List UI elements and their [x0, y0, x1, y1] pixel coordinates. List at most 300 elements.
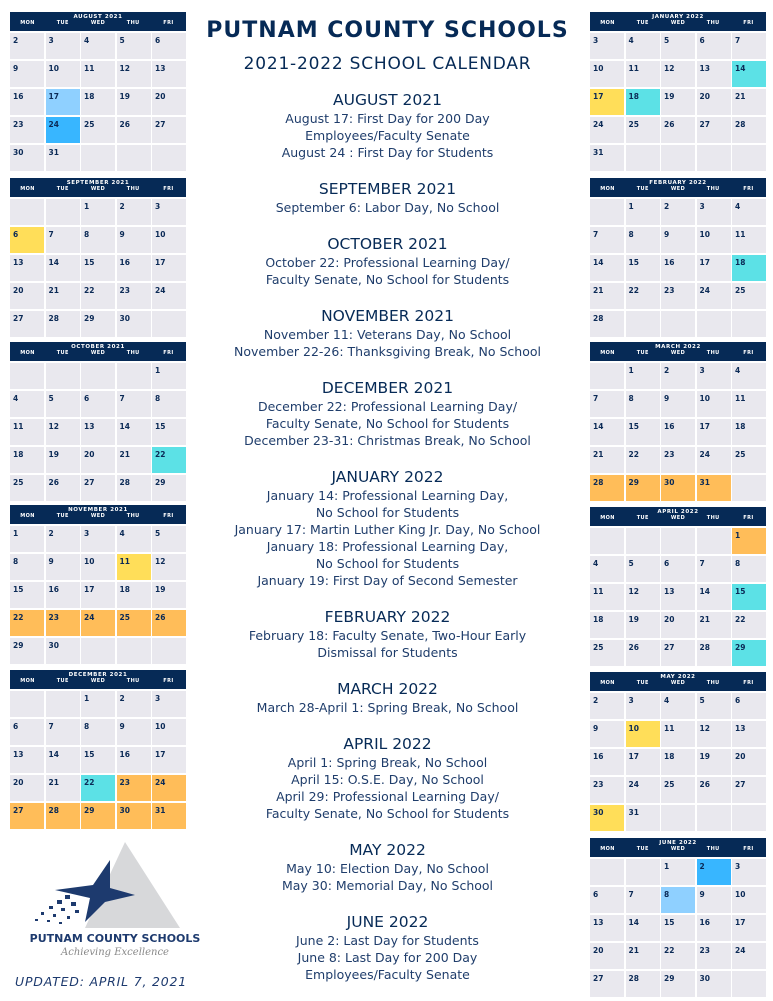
month-calendar: [590, 178, 766, 337]
day-cell: 30: [697, 971, 731, 998]
day-cell: 16: [117, 747, 151, 774]
day-cell: 17: [626, 749, 660, 776]
weekday-label: WED: [90, 678, 106, 684]
weekday-label: TUE: [636, 680, 649, 686]
day-cell: 20: [732, 749, 766, 776]
day-cell: 27: [10, 803, 44, 830]
day-cell: 24: [732, 943, 766, 970]
weekday-label: FRI: [743, 680, 754, 686]
day-cell: 10: [152, 227, 186, 254]
day-cell: 29: [81, 803, 115, 830]
day-cell: 14: [626, 915, 660, 942]
day-cell: 18: [590, 612, 624, 639]
empty-day-cell: [81, 638, 115, 665]
weekday-label: FRI: [743, 350, 754, 356]
day-cell: 25: [626, 117, 660, 144]
day-cell: 3: [81, 526, 115, 553]
day-cell: 29: [10, 638, 44, 665]
day-cell: 13: [152, 61, 186, 88]
day-cell: 9: [117, 719, 151, 746]
day-cell: 28: [590, 311, 624, 338]
event-line: January 18: Professional Learning Day,: [266, 539, 509, 554]
day-cell: 26: [661, 117, 695, 144]
day-cell: 21: [732, 89, 766, 116]
weekday-label: THU: [126, 20, 140, 26]
day-cell: 27: [152, 117, 186, 144]
day-cell: 1: [10, 526, 44, 553]
empty-day-cell: [661, 145, 695, 172]
day-cell: 27: [732, 777, 766, 804]
event-line: May 10: Election Day, No School: [286, 861, 489, 876]
day-cell: 28: [732, 117, 766, 144]
day-cell: 12: [626, 584, 660, 611]
day-cell: 16: [590, 749, 624, 776]
day-cell: 27: [81, 475, 115, 502]
empty-day-cell: [10, 363, 44, 390]
day-cell: 23: [46, 610, 80, 637]
month-events: [190, 607, 585, 661]
calendar-header: [590, 838, 766, 857]
day-cell: 30: [10, 145, 44, 172]
day-cell: 22: [732, 612, 766, 639]
weekday-label: THU: [126, 513, 140, 519]
page-title: PUTNAM COUNTY SCHOOLS: [206, 18, 569, 43]
day-cell: 14: [117, 419, 151, 446]
day-cell: 13: [732, 721, 766, 748]
month-heading: FEBRUARY 2022: [324, 608, 451, 626]
month-calendar: [590, 507, 766, 666]
day-cell: 18: [117, 582, 151, 609]
day-cell: 24: [152, 283, 186, 310]
day-cell: 5: [117, 33, 151, 60]
day-cell: 13: [697, 61, 731, 88]
day-cell: 18: [626, 89, 660, 116]
weekday-label: THU: [126, 350, 140, 356]
day-cell: 19: [117, 89, 151, 116]
calendar-month-title: DECEMBER 2021: [68, 672, 128, 678]
month-calendar: [590, 12, 766, 171]
empty-day-cell: [46, 691, 80, 718]
day-cell: 14: [46, 747, 80, 774]
day-cell: 16: [697, 915, 731, 942]
event-line: June 8: Last Day for 200 Day: [297, 950, 478, 965]
day-cell: 22: [626, 283, 660, 310]
empty-day-cell: [46, 363, 80, 390]
day-cell: 29: [81, 311, 115, 338]
day-cell: 8: [661, 887, 695, 914]
weekday-label: FRI: [743, 186, 754, 192]
day-cell: 6: [661, 556, 695, 583]
month-calendar: [590, 342, 766, 501]
month-events: [190, 467, 585, 589]
weekday-label: FRI: [163, 513, 174, 519]
event-line: August 17: First Day for 200 Day: [285, 111, 490, 126]
event-list: [190, 90, 585, 1001]
empty-day-cell: [10, 691, 44, 718]
day-cell: 17: [152, 747, 186, 774]
day-cell: 22: [626, 447, 660, 474]
day-cell: 2: [46, 526, 80, 553]
day-cell: 12: [117, 61, 151, 88]
day-cell: 13: [661, 584, 695, 611]
event-line: August 24 : First Day for Students: [281, 145, 494, 160]
empty-day-cell: [661, 805, 695, 832]
day-cell: 12: [46, 419, 80, 446]
day-cell: 5: [152, 526, 186, 553]
day-cell: 11: [732, 391, 766, 418]
day-cell: 26: [697, 777, 731, 804]
day-cell: 20: [10, 283, 44, 310]
day-cell: 13: [590, 915, 624, 942]
event-line: October 22: Professional Learning Day/: [265, 255, 510, 270]
month-heading: DECEMBER 2021: [321, 379, 454, 397]
day-cell: 10: [626, 721, 660, 748]
empty-day-cell: [590, 528, 624, 555]
day-cell: 3: [697, 199, 731, 226]
day-cell: 9: [697, 887, 731, 914]
day-cell: 2: [661, 199, 695, 226]
calendar-month-title: SEPTEMBER 2021: [66, 180, 130, 186]
month-events: [190, 679, 585, 716]
day-cell: 23: [697, 943, 731, 970]
day-cell: 28: [46, 803, 80, 830]
event-line: January 14: Professional Learning Day,: [266, 488, 509, 503]
day-cell: 10: [46, 61, 80, 88]
day-cell: 19: [697, 749, 731, 776]
day-cell: 7: [590, 227, 624, 254]
event-line: November 11: Veterans Day, No School: [263, 327, 512, 342]
calendar-month-title: AUGUST 2021: [73, 14, 123, 20]
day-cell: 9: [117, 227, 151, 254]
day-cell: 4: [732, 363, 766, 390]
day-cell: 7: [626, 887, 660, 914]
day-cell: 7: [590, 391, 624, 418]
day-cell: 7: [46, 719, 80, 746]
event-line: April 1: Spring Break, No School: [287, 755, 488, 770]
day-cell: 11: [117, 554, 151, 581]
event-line: No School for Students: [315, 556, 460, 571]
calendar-month-title: MAY 2022: [660, 674, 696, 680]
day-cell: 23: [661, 447, 695, 474]
weekday-label: WED: [90, 350, 106, 356]
weekday-label: WED: [670, 186, 686, 192]
empty-day-cell: [590, 363, 624, 390]
day-cell: 27: [10, 311, 44, 338]
day-cell: 11: [590, 584, 624, 611]
empty-day-cell: [81, 145, 115, 172]
event-line: November 22-26: Thanksgiving Break, No School: [234, 344, 541, 359]
empty-day-cell: [626, 311, 660, 338]
weekday-label: TUE: [56, 513, 69, 519]
day-cell: 24: [590, 117, 624, 144]
day-cell: 5: [661, 33, 695, 60]
day-cell: 29: [626, 475, 660, 502]
day-cell: 8: [81, 227, 115, 254]
empty-day-cell: [697, 311, 731, 338]
empty-day-cell: [626, 528, 660, 555]
day-cell: 16: [661, 419, 695, 446]
day-cell: 25: [81, 117, 115, 144]
calendar-month-title: NOVEMBER 2021: [68, 507, 128, 513]
day-cell: 26: [626, 640, 660, 667]
day-cell: 25: [10, 475, 44, 502]
month-calendar: [10, 670, 186, 829]
weekday-label: WED: [670, 350, 686, 356]
weekday-label: MON: [600, 186, 615, 192]
day-cell: 25: [661, 777, 695, 804]
day-cell: 4: [732, 199, 766, 226]
day-cell: 4: [590, 556, 624, 583]
day-cell: 17: [46, 89, 80, 116]
calendar-header: [10, 178, 186, 197]
page-subtitle: 2021-2022 SCHOOL CALENDAR: [243, 54, 532, 74]
day-cell: 12: [152, 554, 186, 581]
month-calendar: [10, 12, 186, 171]
day-cell: 17: [697, 419, 731, 446]
empty-day-cell: [732, 311, 766, 338]
day-cell: 13: [81, 419, 115, 446]
day-cell: 11: [732, 227, 766, 254]
logo-tagline: Achieving Excellence: [61, 947, 169, 958]
day-cell: 4: [117, 526, 151, 553]
weekday-label: MON: [600, 680, 615, 686]
day-cell: 14: [697, 584, 731, 611]
empty-day-cell: [152, 311, 186, 338]
weekday-label: TUE: [636, 350, 649, 356]
day-cell: 3: [732, 859, 766, 886]
day-cell: 25: [590, 640, 624, 667]
weekday-label: THU: [706, 846, 720, 852]
empty-day-cell: [697, 528, 731, 555]
day-cell: 17: [732, 915, 766, 942]
day-cell: 10: [590, 61, 624, 88]
day-cell: 18: [10, 447, 44, 474]
weekday-label: WED: [90, 20, 106, 26]
day-cell: 27: [590, 971, 624, 998]
empty-day-cell: [661, 311, 695, 338]
day-cell: 25: [732, 283, 766, 310]
day-cell: 28: [590, 475, 624, 502]
day-cell: 19: [46, 447, 80, 474]
day-cell: 1: [152, 363, 186, 390]
day-cell: 11: [81, 61, 115, 88]
weekday-label: THU: [126, 186, 140, 192]
month-events: [190, 840, 585, 894]
day-cell: 7: [732, 33, 766, 60]
day-cell: 11: [626, 61, 660, 88]
day-cell: 6: [10, 719, 44, 746]
calendar-header: [590, 342, 766, 361]
day-cell: 6: [697, 33, 731, 60]
day-cell: 25: [732, 447, 766, 474]
month-calendar: [10, 342, 186, 501]
empty-day-cell: [590, 859, 624, 886]
calendar-header: [10, 505, 186, 524]
day-cell: 23: [117, 283, 151, 310]
day-cell: 26: [46, 475, 80, 502]
day-cell: 15: [661, 915, 695, 942]
day-cell: 29: [732, 640, 766, 667]
day-cell: 21: [590, 283, 624, 310]
event-line: Employees/Faculty Senate: [305, 128, 470, 143]
day-cell: 6: [590, 887, 624, 914]
day-cell: 1: [626, 199, 660, 226]
month-heading: JANUARY 2022: [331, 468, 444, 486]
empty-day-cell: [590, 199, 624, 226]
month-heading: JUNE 2022: [346, 913, 429, 931]
day-cell: 21: [697, 612, 731, 639]
day-cell: 24: [697, 283, 731, 310]
day-cell: 7: [117, 391, 151, 418]
day-cell: 4: [81, 33, 115, 60]
day-cell: 13: [10, 255, 44, 282]
day-cell: 22: [10, 610, 44, 637]
event-line: April 15: O.S.E. Day, No School: [291, 772, 484, 787]
day-cell: 3: [152, 691, 186, 718]
day-cell: 27: [697, 117, 731, 144]
day-cell: 14: [732, 61, 766, 88]
day-cell: 8: [732, 556, 766, 583]
day-cell: 5: [697, 693, 731, 720]
day-cell: 8: [10, 554, 44, 581]
event-line: December 23-31: Christmas Break, No School: [244, 433, 531, 448]
day-cell: 3: [46, 33, 80, 60]
empty-day-cell: [732, 475, 766, 502]
weekday-label: MON: [20, 20, 35, 26]
day-cell: 24: [46, 117, 80, 144]
day-cell: 24: [697, 447, 731, 474]
day-cell: 18: [732, 255, 766, 282]
weekday-label: MON: [20, 678, 35, 684]
event-line: February 18: Faculty Senate, Two-Hour Early: [248, 628, 527, 643]
day-cell: 11: [10, 419, 44, 446]
weekday-label: THU: [706, 350, 720, 356]
day-cell: 9: [10, 61, 44, 88]
day-cell: 2: [697, 859, 731, 886]
day-cell: 20: [697, 89, 731, 116]
calendar-month-title: FEBRUARY 2022: [649, 180, 707, 186]
day-cell: 29: [661, 971, 695, 998]
event-line: April 29: Professional Learning Day/: [276, 789, 499, 804]
day-cell: 6: [10, 227, 44, 254]
weekday-label: FRI: [743, 515, 754, 521]
weekday-label: TUE: [56, 20, 69, 26]
day-cell: 28: [46, 311, 80, 338]
day-cell: 19: [661, 89, 695, 116]
day-cell: 19: [626, 612, 660, 639]
day-cell: 31: [626, 805, 660, 832]
weekday-label: TUE: [636, 846, 649, 852]
calendar-header: [590, 178, 766, 197]
day-cell: 6: [152, 33, 186, 60]
calendar-month-title: OCTOBER 2021: [71, 344, 125, 350]
day-cell: 29: [152, 475, 186, 502]
event-line: December 22: Professional Learning Day/: [257, 399, 518, 414]
weekday-label: TUE: [56, 350, 69, 356]
event-line: September 6: Labor Day, No School: [275, 200, 500, 215]
day-cell: 24: [152, 775, 186, 802]
weekday-label: WED: [90, 186, 106, 192]
month-calendar: [590, 672, 766, 831]
updated-date: UPDATED: APRIL 7, 2021: [15, 974, 188, 989]
empty-day-cell: [10, 199, 44, 226]
weekday-label: TUE: [636, 20, 649, 26]
day-cell: 4: [10, 391, 44, 418]
empty-day-cell: [661, 528, 695, 555]
month-events: [190, 912, 585, 983]
month-events: [190, 306, 585, 360]
day-cell: 23: [590, 777, 624, 804]
day-cell: 6: [81, 391, 115, 418]
day-cell: 17: [590, 89, 624, 116]
star-mountain-icon: [15, 840, 195, 932]
day-cell: 18: [732, 419, 766, 446]
day-cell: 16: [10, 89, 44, 116]
day-cell: 24: [81, 610, 115, 637]
day-cell: 22: [81, 283, 115, 310]
event-line: Faculty Senate, No School for Students: [265, 416, 510, 431]
empty-day-cell: [732, 805, 766, 832]
day-cell: 14: [46, 255, 80, 282]
weekday-label: TUE: [636, 515, 649, 521]
day-cell: 13: [10, 747, 44, 774]
day-cell: 26: [152, 610, 186, 637]
day-cell: 21: [626, 943, 660, 970]
day-cell: 15: [81, 255, 115, 282]
month-heading: SEPTEMBER 2021: [318, 180, 457, 198]
event-line: January 19: First Day of Second Semester: [257, 573, 518, 588]
empty-day-cell: [732, 145, 766, 172]
empty-day-cell: [81, 363, 115, 390]
calendar-header: [10, 12, 186, 31]
month-heading: MAY 2022: [349, 841, 426, 859]
weekday-label: THU: [706, 186, 720, 192]
day-cell: 28: [626, 971, 660, 998]
day-cell: 11: [661, 721, 695, 748]
weekday-label: MON: [20, 513, 35, 519]
weekday-label: FRI: [163, 350, 174, 356]
day-cell: 3: [697, 363, 731, 390]
month-events: [190, 179, 585, 216]
day-cell: 21: [590, 447, 624, 474]
day-cell: 9: [661, 227, 695, 254]
day-cell: 1: [81, 691, 115, 718]
day-cell: 3: [152, 199, 186, 226]
empty-day-cell: [697, 145, 731, 172]
day-cell: 10: [152, 719, 186, 746]
weekday-label: THU: [706, 20, 720, 26]
day-cell: 17: [697, 255, 731, 282]
day-cell: 1: [81, 199, 115, 226]
day-cell: 2: [117, 691, 151, 718]
day-cell: 14: [590, 419, 624, 446]
day-cell: 10: [697, 391, 731, 418]
calendar-header: [590, 507, 766, 526]
event-line: No School for Students: [315, 505, 460, 520]
day-cell: 30: [590, 805, 624, 832]
day-cell: 30: [117, 311, 151, 338]
day-cell: 30: [46, 638, 80, 665]
weekday-label: FRI: [743, 20, 754, 26]
month-heading: APRIL 2022: [343, 735, 432, 753]
month-heading: MARCH 2022: [337, 680, 438, 698]
weekday-label: WED: [90, 513, 106, 519]
logo-name: PUTNAM COUNTY SCHOOLS: [29, 932, 201, 945]
calendar-header: [590, 672, 766, 691]
day-cell: 2: [661, 363, 695, 390]
calendar-header: [10, 670, 186, 689]
calendar-header: [10, 342, 186, 361]
